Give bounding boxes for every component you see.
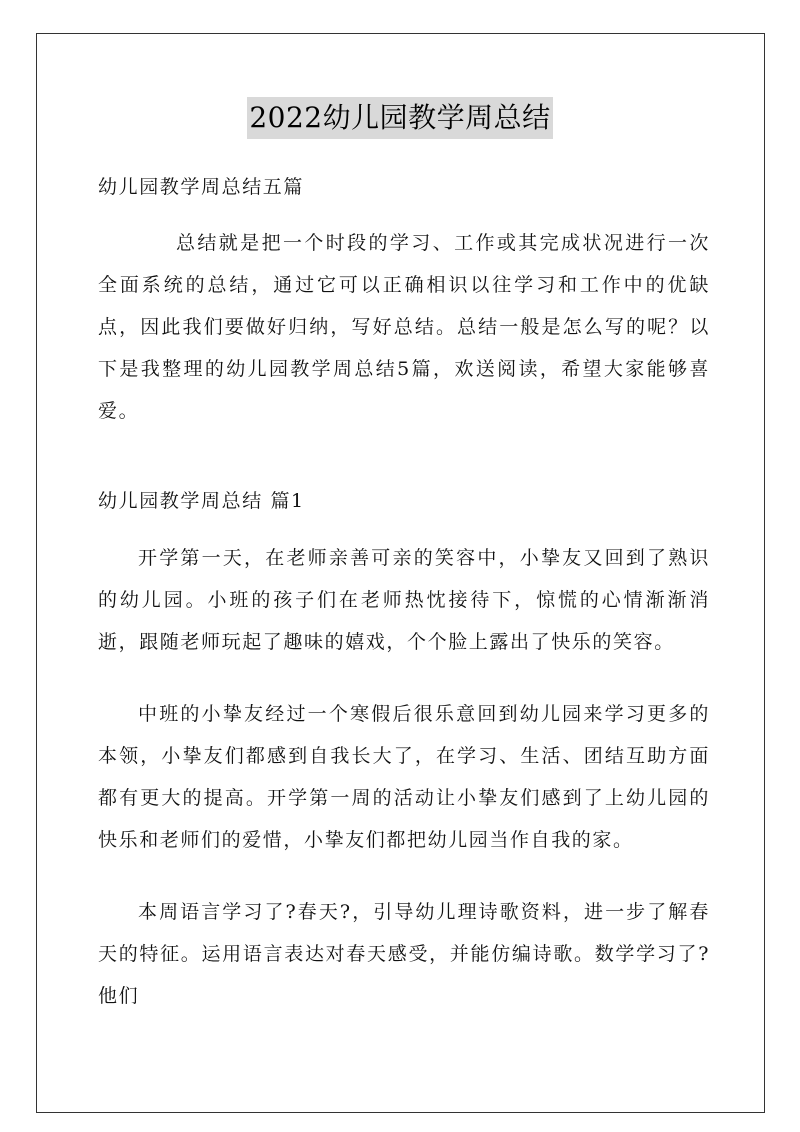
document-subtitle: 幼儿园教学周总结五篇 bbox=[98, 176, 305, 198]
title-container bbox=[0, 97, 800, 139]
document-title: 2022幼儿园教学周总结 bbox=[247, 97, 552, 139]
intro-paragraph: 总结就是把一个时段的学习、工作或其完成状况进行一次全面系统的总结，通过它可以正确相识以往学习和工作中的优缺点，因此我们要做好归纳，写好总结。总结一般是怎么写的呢？以下是我整理的幼儿园教学周总结5篇，欢送阅读，希望大家能够喜爱。 bbox=[98, 232, 710, 422]
paragraph-3: 本周语言学习了?春天?，引导幼儿理诗歌资料，进一步了解春天的特征。运用语言表达对春天感受，并能仿编诗歌。数学学习了?他们 bbox=[98, 901, 710, 1007]
paragraph-1: 开学第一天，在老师亲善可亲的笑容中，小挚友又回到了熟识的幼儿园。小班的孩子们在老师热忱接待下，惊慌的心情渐渐消逝，跟随老师玩起了趣味的嬉戏，个个脸上露出了快乐的笑容。 bbox=[98, 547, 710, 653]
section-heading: 幼儿园教学周总结 篇1 bbox=[98, 490, 305, 512]
paragraph-2: 中班的小挚友经过一个寒假后很乐意回到幼儿园来学习更多的本领，小挚友们都感到自我长大了，在学习、生活、团结互助方面都有更大的提高。开学第一周的活动让小挚友们感到了上幼儿园的快乐和老师们的爱惜，小挚友们都把幼儿园当作自我的家。 bbox=[98, 703, 710, 851]
